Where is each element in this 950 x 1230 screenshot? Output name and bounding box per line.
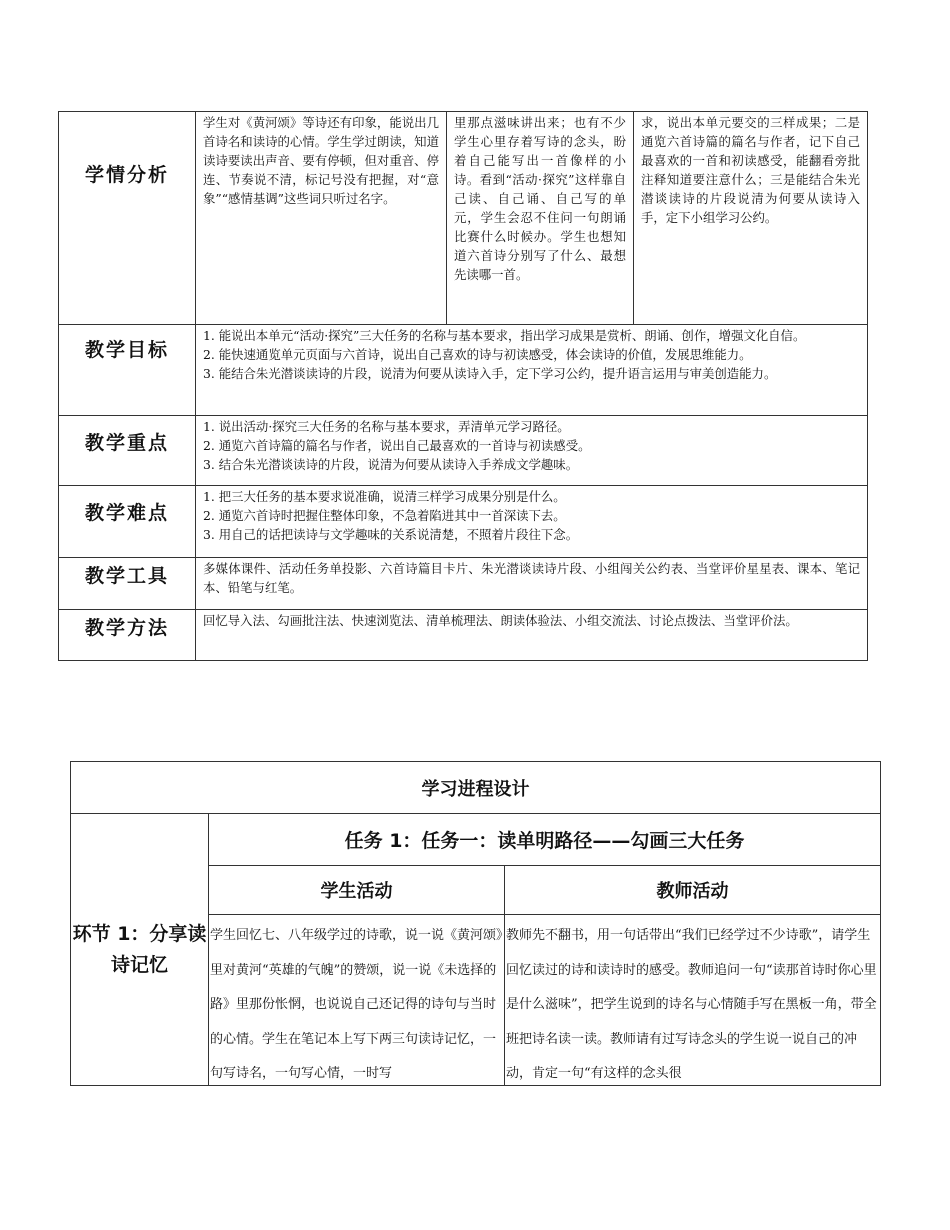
tools-label: 教学工具	[84, 565, 169, 587]
method-label-cell	[59, 610, 196, 661]
key-row	[59, 416, 868, 486]
teacher-activity-text: 教师先不翻书，用一句话带出“我们已经学过不少诗歌”，请学生回忆读过的诗和读诗时的感受。教师追问一句“读那首诗时你心里是什么滋味”，把学生说到的诗名与心情随手写在黑板一角，带全班把诗名读一读。教师请有过写诗念头的学生说一说自己的冲动，肯定一句“有这样的念头很	[506, 928, 877, 1081]
key-item: 3. 结合朱光潜谈读诗的片段，说清为何要从读诗入手养成文学趣味。	[203, 457, 579, 472]
teacher-activity-cell	[505, 915, 881, 1086]
student-activity-text: 学生回忆七、八年级学过的诗歌，说一说《黄河颂》里对黄河“英雄的气魄”的赞颂，说一说《未选择的路》里那份怅惘，也说说自己还记得的诗句与当时的心情。学生在笔记本上写下两三句读诗记忆，一句写诗名，一句写心情，一时写	[210, 928, 503, 1081]
difficult-item: 3. 用自己的话把读诗与文学趣味的关系说清楚，不照着片段往下念。	[203, 527, 579, 542]
teacher-activity-head: 教师活动	[505, 866, 881, 915]
difficult-item: 2. 通览六首诗时把握住整体印象，不急着陷进其中一首深读下去。	[203, 508, 566, 523]
process-title: 学习进程设计	[71, 762, 881, 814]
analysis-col2: 里那点滋味讲出来；也有不少学生心里存着写诗的念头，盼着自己能写出一首像样的小诗。看到“活动·探究”这样靠自己读、自己诵、自己写的单元，学生会忍不住问一句朗诵比赛什么时候办。学生也想知道六首诗分别写了什么、最想先读哪一首。	[447, 112, 634, 325]
student-activity-head: 学生活动	[209, 866, 505, 915]
task-title: 任务 1：任务一：读单明路径——勾画三大任务	[209, 814, 881, 866]
method-content: 回忆导入法、勾画批注法、快速浏览法、清单梳理法、朗读体验法、小组交流法、讨论点拨法、当堂评价法。	[196, 610, 868, 661]
difficult-row	[59, 486, 868, 558]
goal-item: 3. 能结合朱光潜谈读诗的片段，说清为何要从读诗入手，定下学习公约，提升语言运用与审美创造能力。	[203, 366, 777, 381]
segment-label: 环节 1：分享读诗记忆	[71, 814, 209, 1086]
method-label: 教学方法	[84, 617, 169, 639]
tools-content: 多媒体课件、活动任务单投影、六首诗篇目卡片、朱光潜谈读诗片段、小组闯关公约表、当堂评价星星表、课本、笔记本、铅笔与红笔。	[196, 558, 868, 610]
key-item: 2. 通览六首诗篇的篇名与作者，说出自己最喜欢的一首诗与初读感受。	[203, 438, 591, 453]
process-table	[70, 761, 881, 1086]
lesson-info-table	[58, 111, 868, 661]
difficult-item: 1. 把三大任务的基本要求说准确，说清三样学习成果分别是什么。	[203, 489, 566, 504]
key-label-cell	[59, 416, 196, 486]
difficult-label: 教学难点	[84, 502, 169, 524]
analysis-label: 学情分析	[84, 164, 169, 186]
goals-label-cell	[59, 325, 196, 416]
analysis-label-cell	[59, 112, 196, 325]
goals-row	[59, 325, 868, 416]
analysis-row	[59, 112, 868, 325]
difficult-label-cell	[59, 486, 196, 558]
goal-item: 1. 能说出本单元“活动·探究”三大任务的名称与基本要求，指出学习成果是赏析、朗诵、创作，增强文化自信。	[203, 328, 806, 343]
difficult-content	[196, 486, 868, 558]
key-content	[196, 416, 868, 486]
method-row	[59, 610, 868, 661]
tools-row	[59, 558, 868, 610]
goal-item: 2. 能快速通览单元页面与六首诗，说出自己喜欢的诗与初读感受，体会读诗的价值，发展思维能力。	[203, 347, 752, 362]
goals-label: 教学目标	[84, 339, 169, 361]
analysis-col1: 学生对《黄河颂》等诗还有印象，能说出几首诗名和读诗的心情。学生学过朗读，知道读诗要读出声音、要有停顿，但对重音、停连、节奏说不清，标记号没有把握，对“意象”“感情基调”这些词只听过名字。	[196, 112, 447, 325]
key-item: 1. 说出活动·探究三大任务的名称与基本要求，弄清单元学习路径。	[203, 419, 570, 434]
key-label: 教学重点	[84, 432, 169, 454]
analysis-col3: 求，说出本单元要交的三样成果；二是通览六首诗篇的篇名与作者，记下自己最喜欢的一首和初读感受，能翻看旁批注释知道要注意什么；三是能结合朱光潜谈读诗的片段说清为何要从读诗入手，定下小组学习公约。	[634, 112, 868, 325]
student-activity-cell	[209, 915, 505, 1086]
goals-content	[196, 325, 868, 416]
tools-label-cell	[59, 558, 196, 610]
